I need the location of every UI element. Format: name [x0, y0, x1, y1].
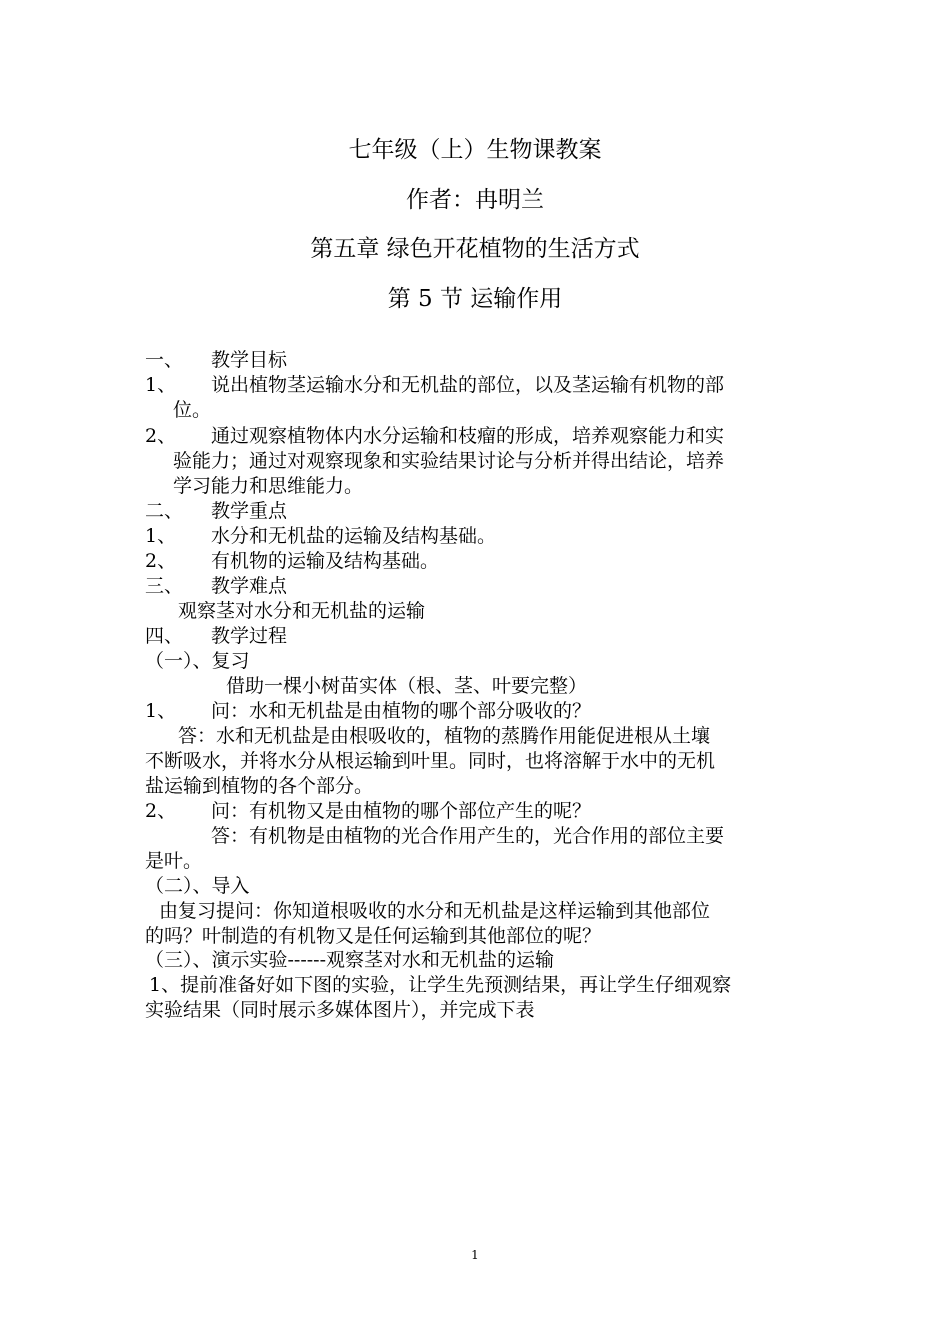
- heading-objectives: 一、 教学目标: [145, 349, 288, 371]
- answer-2-line-1: 答：有机物是由植物的光合作用产生的，光合作用的部位主要: [211, 825, 725, 847]
- heading-process: 四、 教学过程: [145, 625, 288, 647]
- key-point-2: 2、 有机物的运输及结构基础。: [145, 550, 440, 572]
- intro-heading: （二）、导入: [145, 875, 250, 897]
- section-heading: 第 5 节 运输作用: [387, 286, 563, 312]
- intro-line-2: 的吗？叶制造的有机物又是任何运输到其他部位的呢？: [145, 925, 602, 947]
- intro-line-1: 由复习提问：你知道根吸收的水分和无机盐是这样运输到其他部位: [159, 900, 711, 922]
- chapter-heading: 第五章 绿色开花植物的生活方式: [310, 236, 640, 262]
- objective-2-cont-1: 验能力；通过对观察现象和实验结果讨论与分析并得出结论，培养: [173, 450, 725, 472]
- answer-1-line-3: 盐运输到植物的各个部分。: [145, 775, 374, 797]
- objective-1-cont: 位。: [173, 399, 212, 421]
- author-line: 作者：冉明兰: [406, 187, 544, 213]
- experiment-line-2: 实验结果（同时展示多媒体图片），并完成下表: [145, 999, 535, 1021]
- objective-2: 2、 通过观察植物体内水分运输和枝瘤的形成，培养观察能力和实: [145, 425, 725, 447]
- answer-1-line-1: 答：水和无机盐是由根吸收的，植物的蒸腾作用能促进根从土壤: [178, 725, 711, 747]
- answer-2-line-2: 是叶。: [145, 850, 203, 872]
- objective-1: 1、 说出植物茎运输水分和无机盐的部位，以及茎运输有机物的部: [145, 374, 725, 396]
- experiment-line-1: 1、提前准备好如下图的实验，让学生先预测结果，再让学生仔细观察: [149, 974, 732, 996]
- experiment-heading: （三）、演示实验------观察茎对水和无机盐的运输: [145, 949, 555, 971]
- answer-1-line-2: 不断吸水，并将水分从根运输到叶里。同时，也将溶解于水中的无机: [145, 750, 716, 772]
- page-number: 1: [471, 1248, 479, 1262]
- difficulty-text: 观察茎对水分和无机盐的运输: [178, 600, 426, 622]
- question-1: 1、 问：水和无机盐是由植物的哪个部分吸收的？: [145, 700, 592, 722]
- question-2: 2、 问：有机物又是由植物的哪个部位产生的呢？: [145, 800, 592, 822]
- review-heading: （一）、复习: [145, 650, 250, 672]
- heading-key-points: 二、 教学重点: [145, 500, 288, 522]
- objective-2-cont-2: 学习能力和思维能力。: [173, 475, 364, 497]
- key-point-1: 1、 水分和无机盐的运输及结构基础。: [145, 525, 497, 547]
- document-title: 七年级（上）生物课教案: [348, 137, 602, 163]
- heading-difficulty: 三、 教学难点: [145, 575, 288, 597]
- review-note: 借助一棵小树苗实体（根、茎、叶要完整）: [226, 675, 588, 697]
